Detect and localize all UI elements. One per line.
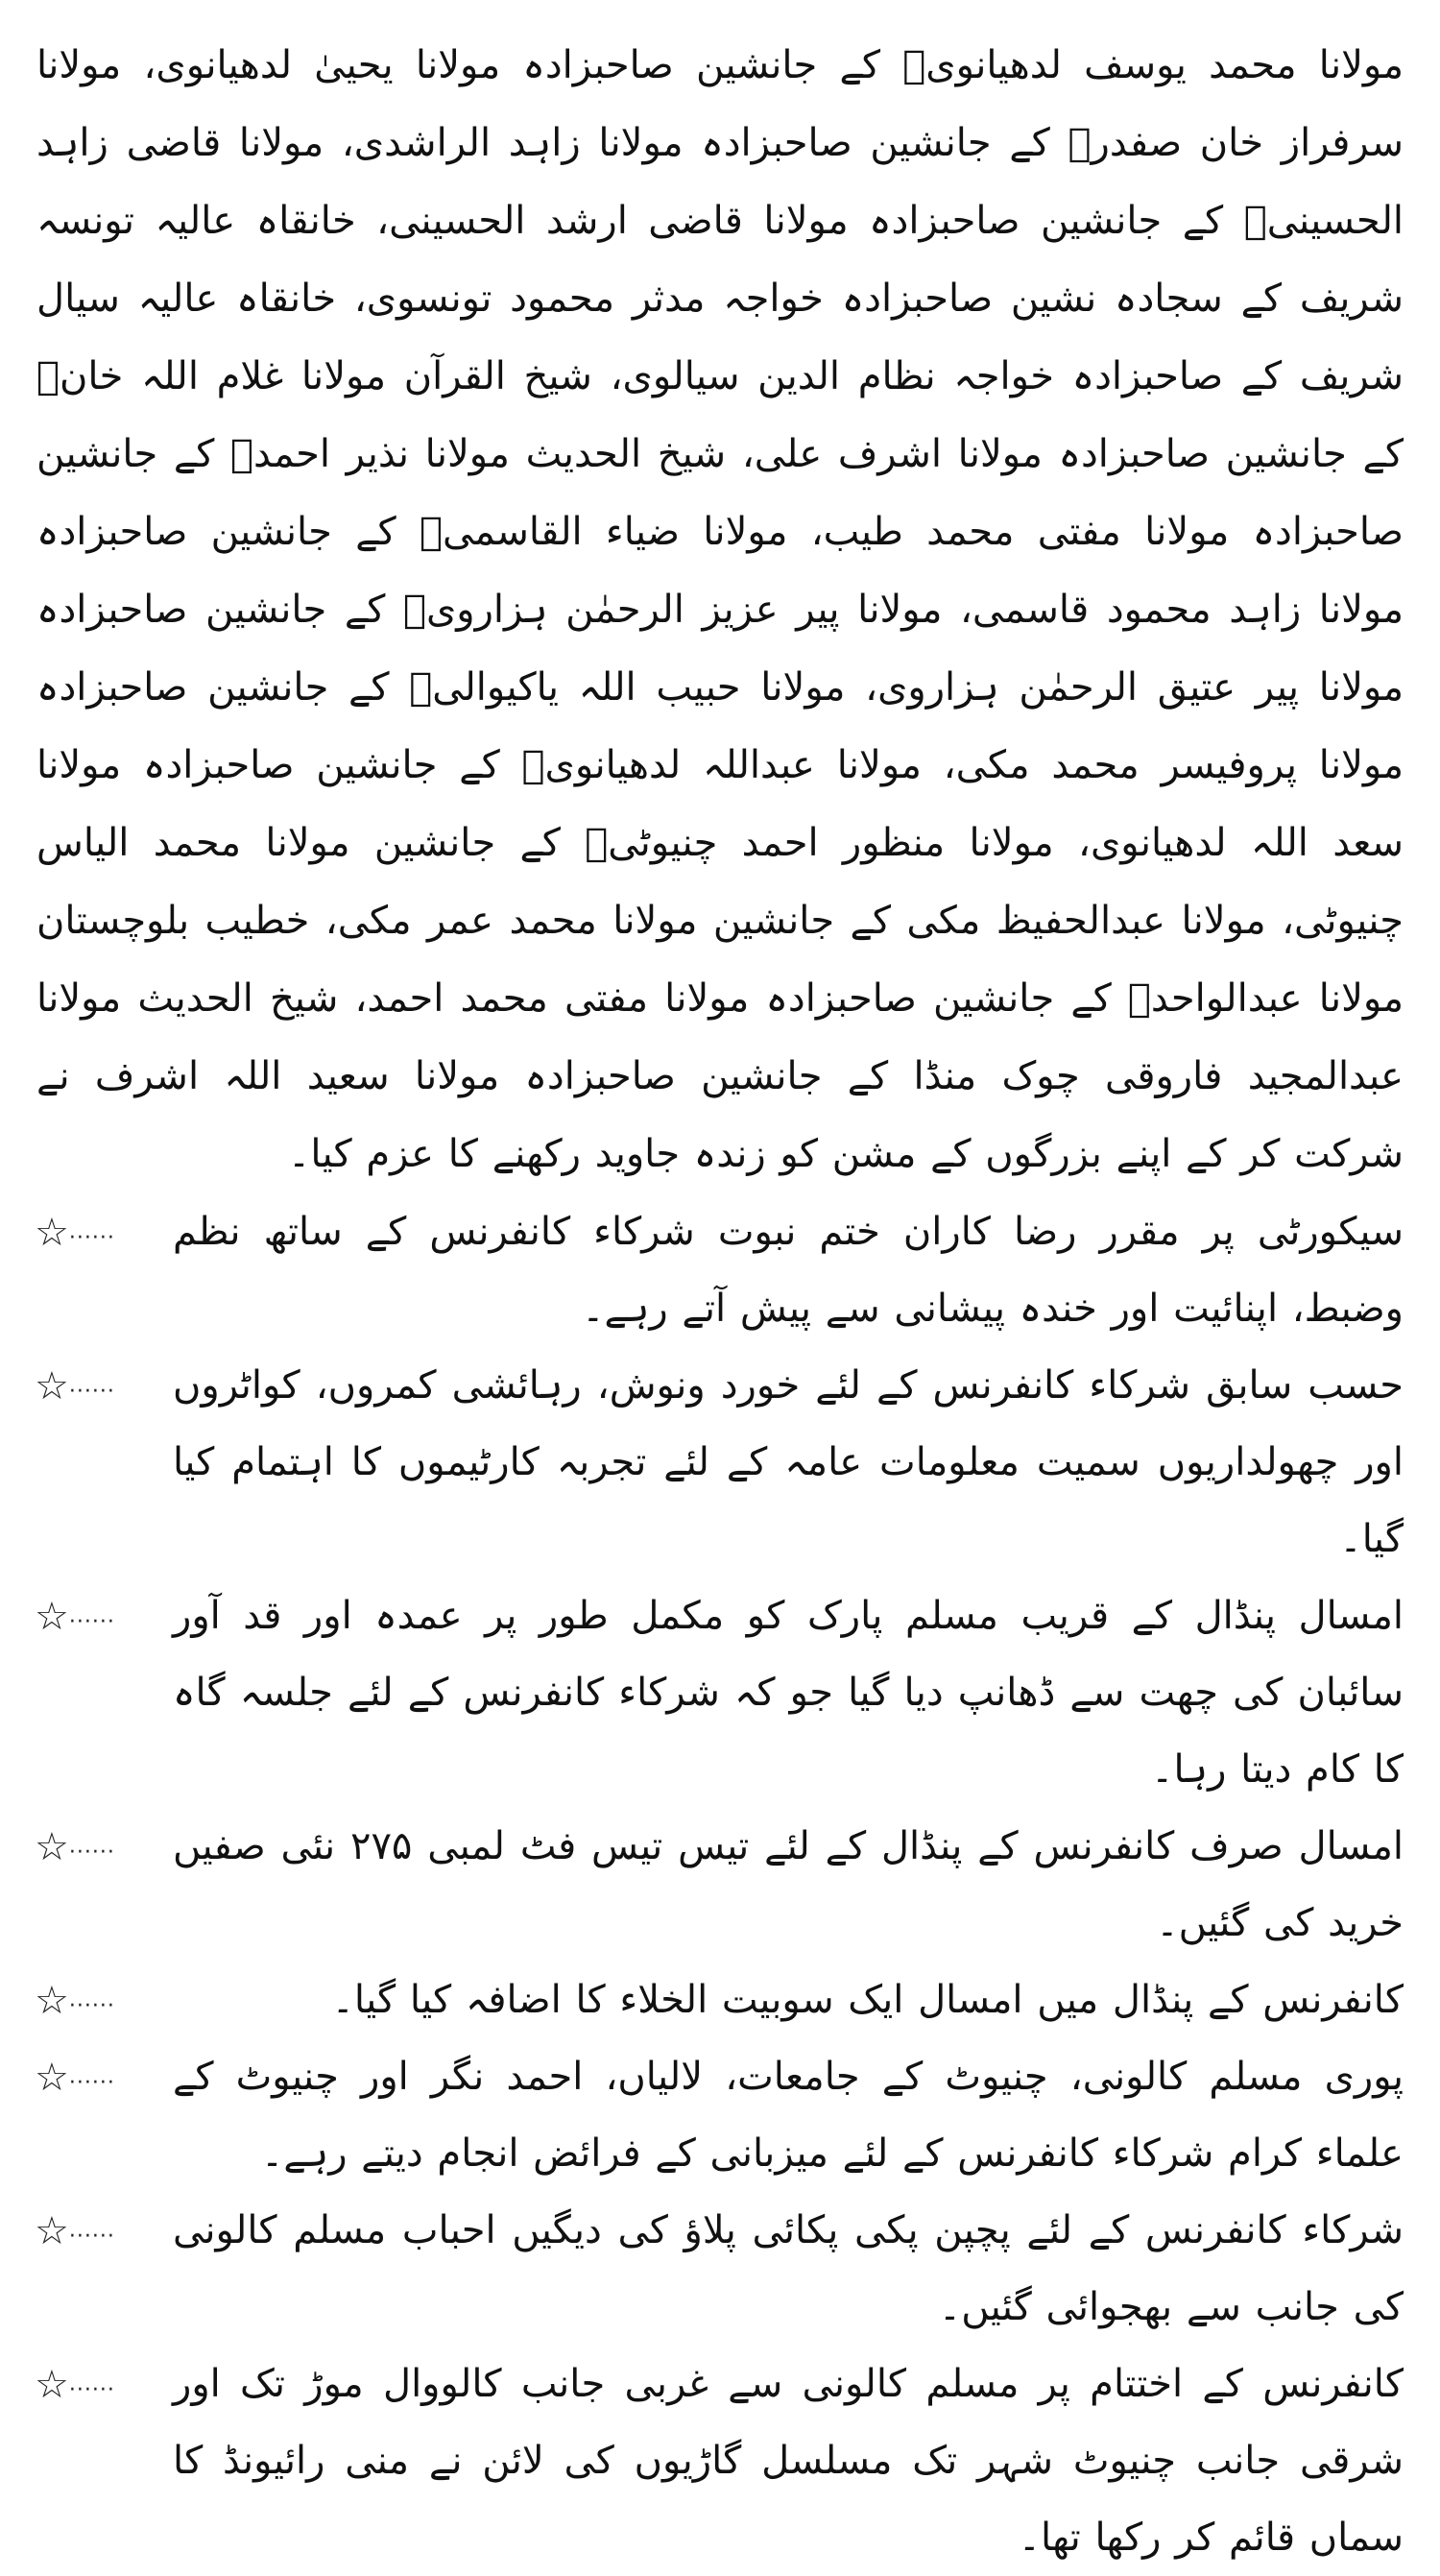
leader-dots: ...... — [68, 1834, 115, 1859]
bullet-item — [29, 1962, 1411, 2038]
bullet-marker — [29, 1808, 115, 1885]
star-icon: ☆ — [35, 1594, 69, 1639]
star-icon: ☆ — [35, 1363, 69, 1408]
bullet-item — [29, 2192, 1411, 2346]
bullet-marker — [29, 2192, 115, 2269]
bullet-text: پوری مسلم کالونی، چنیوٹ کے جامعات، لالیاں، احمد نگر اور چنیوٹ کے علماء کرام شرکاء کانفرنس کے لئے میزبانی کے فرائض انجام دیتے رہے۔ — [173, 2055, 1404, 2176]
star-icon: ☆ — [35, 1978, 69, 2023]
intro-paragraph: مولانا محمد یوسف لدھیانویؒ کے جانشین صاحبزادہ مولانا یحییٰ لدھیانوی، مولانا سرفراز خان صفدرؒ کے جانشین صاحبزادہ مولانا زاہد الراشدی، مولانا قاضی زاہد الحسینیؒ کے جانشین صاحبزادہ مولانا قاضی ارشد الحسینی، خانقاہ عالیہ تونسہ شریف کے سجادہ نشین صاحبزادہ خواجہ مدثر محمود تونسوی، خانقاہ عالیہ سیال شریف کے صاحبزادہ خواجہ نظام الدین سیالوی، شیخ القرآن مولانا غلام اللہ خانؒ کے جانشین صاحبزادہ مولانا اشرف علی، شیخ الحدیث مولانا نذیر احمدؒ کے جانشین صاحبزادہ مولانا مفتی محمد طیب، مولانا ضیاء القاسمیؒ کے جانشین صاحبزادہ مولانا زاہد محمود قاسمی، مولانا پیر عزیز الرحمٰن ہزارویؒ کے جانشین صاحبزادہ مولانا پیر عتیق الرحمٰن ہزاروی، مولانا حبیب اللہ یاکیوالیؒ کے جانشین صاحبزادہ مولانا پروفیسر محمد مکی، مولانا عبداللہ لدھیانویؒ کے جانشین صاحبزادہ مولانا سعد اللہ لدھیانوی، مولانا منظور احمد چنیوٹیؒ کے جانشین مولانا محمد الیاس چنیوٹی، مولانا عبدالحفیظ مکی کے جانشین مولانا محمد عمر مکی، خطیب بلوچستان مولانا عبدالواحدؒ کے جانشین صاحبزادہ مولانا مفتی محمد احمد، شیخ الحدیث مولانا عبدالمجید فاروقی چوک منڈا کے جانشین صاحبزادہ مولانا سعید اللہ اشرف نے شرکت کر کے اپنے بزرگوں کے مشن کو زندہ جاوید رکھنے کا عزم کیا۔ — [36, 43, 1404, 1176]
bullet-marker — [29, 1193, 115, 1270]
bullet-item — [29, 2346, 1411, 2576]
bullet-text: کانفرنس کے پنڈال میں امسال ایک سوبیت الخلاء کا اضافہ کیا گیا۔ — [331, 1978, 1404, 2022]
leader-dots: ...... — [68, 1219, 115, 1244]
leader-dots: ...... — [68, 1373, 115, 1398]
leader-dots: ...... — [68, 2064, 115, 2089]
bullet-text: سیکورٹی پر مقرر رضا کاران ختم نبوت شرکاء کانفرنس کے ساتھ نظم وضبط، اپنائیت اور خندہ پیشانی سے پیش آتے رہے۔ — [173, 1210, 1404, 1331]
star-icon: ☆ — [35, 1824, 69, 1869]
document-page — [29, 27, 1411, 2560]
star-icon: ☆ — [35, 2055, 69, 2100]
leader-dots: ...... — [68, 2371, 115, 2396]
bullet-text: امسال پنڈال کے قریب مسلم پارک کو مکمل طور پر عمدہ اور قد آور سائبان کی چھت سے ڈھانپ دیا گیا جو کہ شرکاء کانفرنس کے لئے جلسہ گاہ کا کام دیتا رہا۔ — [173, 1594, 1404, 1792]
bullet-text: کانفرنس کے اختتام پر مسلم کالونی سے غربی جانب کالووال موڑ تک اور شرقی جانب چنیوٹ شہر تک مسلسل گاڑیوں کی لائن نے منی رائیونڈ کا سماں قائم کر رکھا تھا۔ — [173, 2362, 1404, 2560]
bullet-item — [29, 1577, 1411, 1808]
bullet-marker — [29, 1347, 115, 1424]
leader-dots: ...... — [68, 2218, 115, 2243]
bullet-marker — [29, 1962, 115, 2038]
bullet-item — [29, 1347, 1411, 1577]
bullet-item — [29, 1193, 1411, 1347]
star-icon: ☆ — [35, 2208, 69, 2253]
bullet-marker — [29, 2038, 115, 2115]
bullet-text: شرکاء کانفرنس کے لئے پچپن پکی پکائی پلاؤ کی دیگیں احباب مسلم کالونی کی جانب سے بھجوائی گئیں۔ — [173, 2208, 1404, 2329]
bullet-marker — [29, 2346, 115, 2422]
leader-dots: ...... — [68, 1987, 115, 2012]
star-icon: ☆ — [35, 1210, 69, 1255]
bullet-text: حسب سابق شرکاء کانفرنس کے لئے خورد ونوش، رہائشی کمروں، کواٹروں اور چھولداریوں سمیت معلومات عامہ کے لئے تجربہ کارٹیموں کا اہتمام کیا گیا۔ — [173, 1363, 1404, 1561]
star-icon: ☆ — [35, 2362, 69, 2407]
bullet-list — [29, 1193, 1411, 2576]
bullet-marker — [29, 1577, 115, 1654]
bullet-item — [29, 2038, 1411, 2192]
leader-dots: ...... — [68, 1603, 115, 1628]
bullet-text: امسال صرف کانفرنس کے پنڈال کے لئے تیس تیس فٹ لمبی ۲۷۵ نئی صفیں خرید کی گئیں۔ — [173, 1824, 1404, 1945]
bullet-item — [29, 1808, 1411, 1962]
